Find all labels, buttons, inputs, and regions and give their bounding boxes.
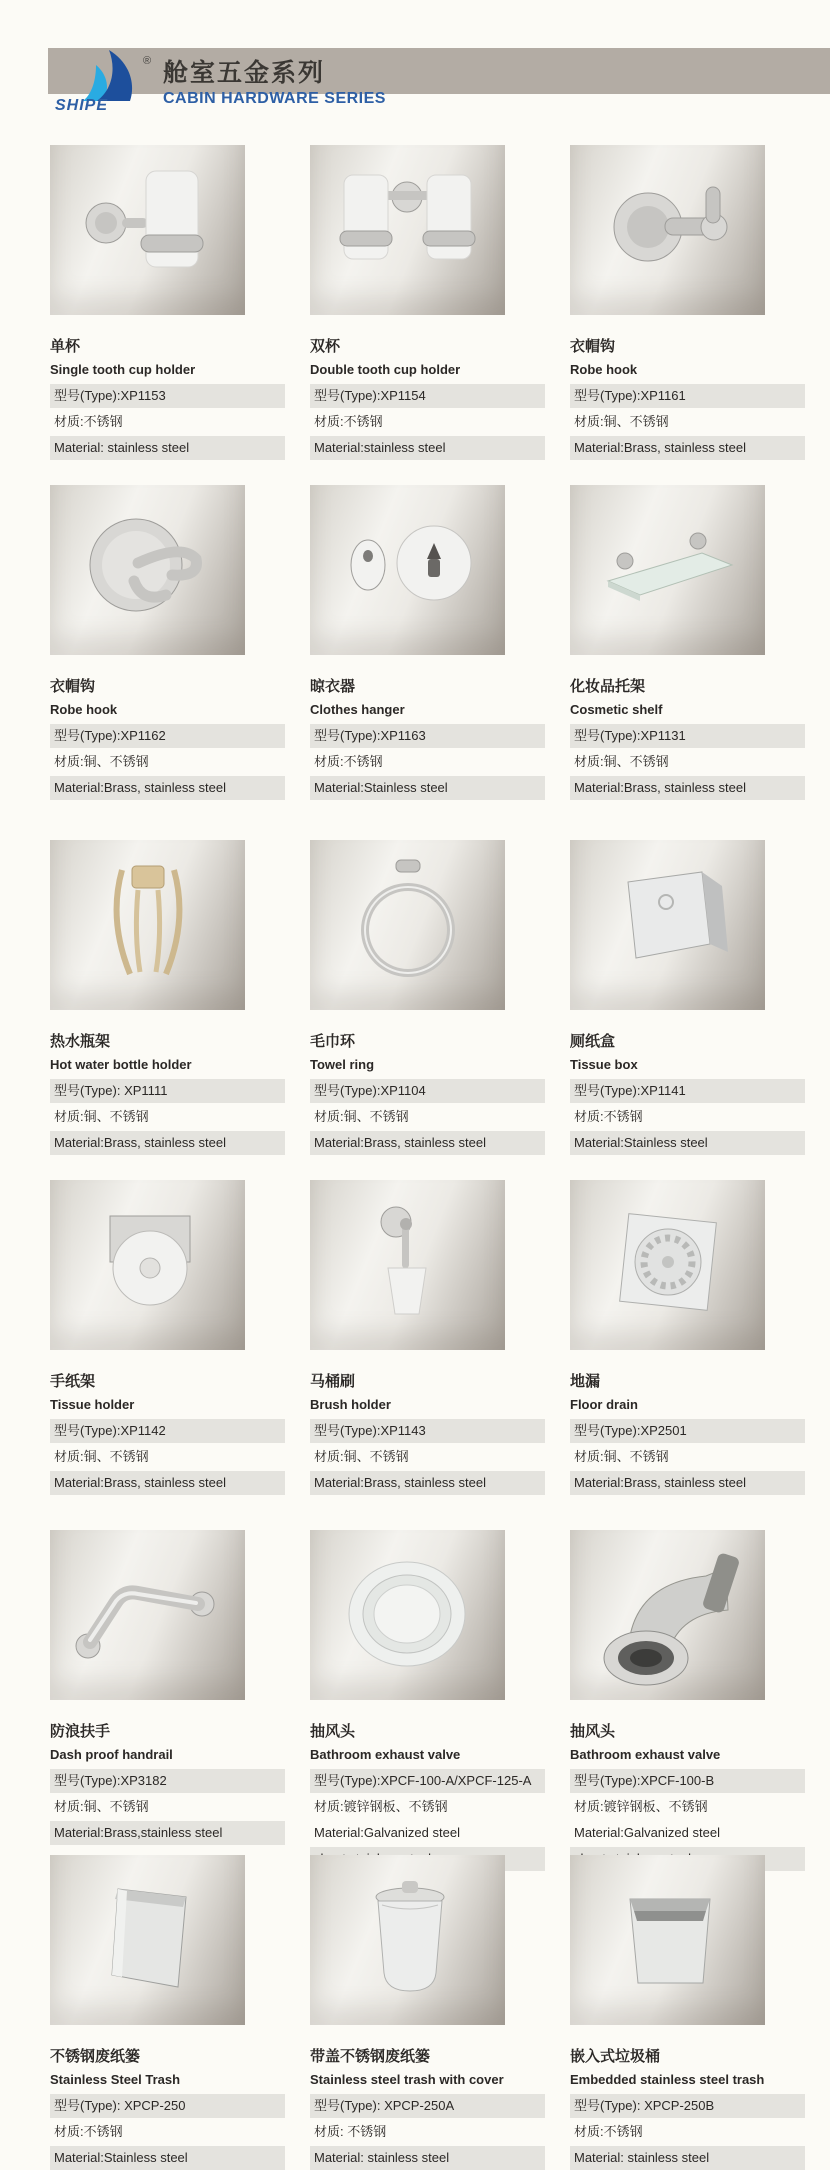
product-name-chinese: 马桶刷 <box>310 1373 356 1390</box>
product-material-chinese: 材质:铜、不锈钢 <box>54 1449 149 1465</box>
product-material-chinese: 材质:不锈钢 <box>314 414 383 430</box>
product-card-towel-ring <box>310 840 545 1180</box>
product-name-chinese: 晾衣器 <box>310 678 356 695</box>
product-material-chinese: 材质:不锈钢 <box>54 414 123 430</box>
product-material-chinese: 材质:铜、不锈钢 <box>314 1109 409 1125</box>
product-material-chinese: 材质:不锈钢 <box>574 2124 643 2140</box>
product-material-english: Material:Stainless steel <box>50 2146 285 2170</box>
product-card-toilet-brush <box>310 1180 545 1530</box>
product-type-code: 型号(Type):XPCF-100-B <box>570 1769 805 1793</box>
product-name-english: Stainless steel trash with cover <box>310 2071 504 2087</box>
product-material-english: Material:Brass, stainless steel <box>570 436 805 460</box>
trash-bin-photo <box>50 1855 245 2025</box>
product-type-code: 型号(Type):XP1154 <box>310 384 545 408</box>
product-name-english: Bathroom exhaust valve <box>570 1746 721 1762</box>
product-name-chinese: 毛巾环 <box>310 1033 356 1050</box>
product-name-chinese: 热水瓶架 <box>50 1033 111 1050</box>
product-type-code: 型号(Type):XP1131 <box>570 724 805 748</box>
bottle-holder-photo <box>50 840 245 1010</box>
product-name-english: Stainless Steel Trash <box>50 2071 181 2087</box>
product-card-glass-shelf <box>570 485 805 840</box>
product-name-english: Robe hook <box>570 361 638 377</box>
product-material-chinese: 材质:铜、不锈钢 <box>314 1449 409 1465</box>
product-type-code: 型号(Type): XPCP-250A <box>310 2094 545 2118</box>
product-material-chinese: 材质:铜、不锈钢 <box>574 1449 669 1465</box>
product-name-english: Robe hook <box>50 701 118 717</box>
product-card-exhaust-elbow <box>570 1530 805 1855</box>
product-type-code: 型号(Type):XP2501 <box>570 1419 805 1443</box>
product-type-code: 型号(Type):XP1104 <box>310 1079 545 1103</box>
product-material-chinese: 材质:不锈钢 <box>54 2124 123 2140</box>
product-name-chinese: 衣帽钩 <box>50 678 96 695</box>
product-name-english: Cosmetic shelf <box>570 701 663 717</box>
product-card-robe-hook-round <box>50 485 285 840</box>
product-material-english: Material: stainless steel <box>570 2146 805 2170</box>
robe-hook-round-photo <box>50 485 245 655</box>
product-material-chinese: 材质:不锈钢 <box>574 1109 643 1125</box>
product-name-english: Embedded stainless steel trash <box>570 2071 765 2087</box>
product-material-english: Material: stainless steel <box>50 436 285 460</box>
single-cup-photo <box>50 145 245 315</box>
product-grid <box>50 145 805 2170</box>
product-name-english: Dash proof handrail <box>50 1746 173 1762</box>
tissue-holder-photo <box>50 1180 245 1350</box>
shipe-brand-text: SHIPE <box>55 97 109 114</box>
product-material-english: Material:Galvanized steel <box>574 1825 720 1841</box>
product-name-chinese: 抽风头 <box>310 1723 356 1740</box>
trash-bin-cover-photo <box>310 1855 505 2025</box>
product-material-english: Material:Brass, stainless steel <box>570 776 805 800</box>
product-material-english: Material:Brass, stainless steel <box>50 1131 285 1155</box>
product-card-tissue-holder <box>50 1180 285 1530</box>
product-name-chinese: 地漏 <box>570 1373 601 1390</box>
product-card-robe-hook <box>570 145 805 485</box>
product-type-code: 型号(Type):XPCF-100-A/XPCF-125-A <box>310 1769 545 1793</box>
floor-drain-photo <box>570 1180 765 1350</box>
product-material-chinese: 材质:铜、不锈钢 <box>54 1109 149 1125</box>
clothes-hanger-photo <box>310 485 505 655</box>
toilet-brush-photo <box>310 1180 505 1350</box>
robe-hook-photo <box>570 145 765 315</box>
product-card-exhaust-valve <box>310 1530 545 1855</box>
shipe-logo-sails-icon <box>80 50 138 102</box>
handrail-photo <box>50 1530 245 1700</box>
product-card-tissue-box <box>570 840 805 1180</box>
product-material-chinese: 材质:铜、不锈钢 <box>54 1799 149 1815</box>
product-type-code: 型号(Type):XP1161 <box>570 384 805 408</box>
product-material-english: Material:Brass, stainless steel <box>310 1471 545 1495</box>
product-card-single-cup <box>50 145 285 485</box>
product-material-english: Material:Galvanized steel <box>314 1825 460 1841</box>
product-material-english: Material:Brass, stainless steel <box>50 776 285 800</box>
product-name-english: Towel ring <box>310 1056 375 1072</box>
product-name-chinese: 不锈钢废纸篓 <box>50 2048 141 2065</box>
product-name-chinese: 带盖不锈钢废纸篓 <box>310 2048 431 2065</box>
glass-shelf-photo <box>570 485 765 655</box>
product-name-chinese: 双杯 <box>310 338 341 355</box>
product-name-chinese: 单杯 <box>50 338 81 355</box>
product-card-handrail <box>50 1530 285 1855</box>
product-material-chinese: 材质:不锈钢 <box>314 754 383 770</box>
product-card-trash-bin-embedded <box>570 1855 805 2170</box>
product-type-code: 型号(Type):XP1153 <box>50 384 285 408</box>
trash-bin-embedded-photo <box>570 1855 765 2025</box>
product-name-english: Double tooth cup holder <box>310 361 461 377</box>
exhaust-valve-photo <box>310 1530 505 1700</box>
product-name-english: Clothes hanger <box>310 701 405 717</box>
product-type-code: 型号(Type):XP1143 <box>310 1419 545 1443</box>
product-material-english: Material:Brass, stainless steel <box>50 1471 285 1495</box>
product-name-english: Tissue box <box>570 1056 638 1072</box>
product-material-chinese: 材质:铜、不锈钢 <box>574 414 669 430</box>
product-type-code: 型号(Type):XP1142 <box>50 1419 285 1443</box>
product-material-chinese: 材质:镀锌钢板、不锈钢 <box>314 1799 448 1815</box>
product-material-chinese: 材质: 不锈钢 <box>314 2124 387 2140</box>
product-card-floor-drain <box>570 1180 805 1530</box>
product-name-english: Tissue holder <box>50 1396 135 1412</box>
product-material-chinese: 材质:镀锌钢板、不锈钢 <box>574 1799 708 1815</box>
tissue-box-photo <box>570 840 765 1010</box>
product-card-trash-bin-cover <box>310 1855 545 2170</box>
product-card-trash-bin <box>50 1855 285 2170</box>
product-name-english: Brush holder <box>310 1396 391 1412</box>
registered-trademark-icon: ® <box>143 55 152 67</box>
product-name-chinese: 防浪扶手 <box>50 1723 111 1740</box>
product-material-english: Material:Brass,stainless steel <box>50 1821 285 1845</box>
product-card-clothes-hanger <box>310 485 545 840</box>
product-material-chinese: 材质:铜、不锈钢 <box>574 754 669 770</box>
product-name-english: Hot water bottle holder <box>50 1056 192 1072</box>
product-type-code: 型号(Type): XPCP-250B <box>570 2094 805 2118</box>
product-material-english: Material:Stainless steel <box>570 1131 805 1155</box>
product-name-english: Floor drain <box>570 1396 638 1412</box>
product-name-chinese: 厕纸盒 <box>570 1033 616 1050</box>
product-material-english: Material: stainless steel <box>310 2146 545 2170</box>
product-name-english: Single tooth cup holder <box>50 361 196 377</box>
page-title-english: CABIN HARDWARE SERIES <box>163 90 386 107</box>
product-type-code: 型号(Type): XPCP-250 <box>50 2094 285 2118</box>
product-material-english: Material:Stainless steel <box>310 776 545 800</box>
product-name-chinese: 手纸架 <box>50 1373 96 1390</box>
product-type-code: 型号(Type):XP1162 <box>50 724 285 748</box>
product-name-chinese: 抽风头 <box>570 1723 616 1740</box>
product-type-code: 型号(Type):XP1141 <box>570 1079 805 1103</box>
product-name-chinese: 化妆品托架 <box>570 678 646 695</box>
page-title-chinese: 舱室五金系列 <box>163 59 326 87</box>
product-name-english: Bathroom exhaust valve <box>310 1746 461 1762</box>
product-material-english: Material:Brass, stainless steel <box>310 1131 545 1155</box>
product-material-english: Material:Brass, stainless steel <box>570 1471 805 1495</box>
product-card-double-cup <box>310 145 545 485</box>
product-type-code: 型号(Type):XP1163 <box>310 724 545 748</box>
exhaust-elbow-photo <box>570 1530 765 1700</box>
double-cup-photo <box>310 145 505 315</box>
product-type-code: 型号(Type):XP3182 <box>50 1769 285 1793</box>
product-type-code: 型号(Type): XP1111 <box>50 1079 285 1103</box>
towel-ring-photo <box>310 840 505 1010</box>
product-card-bottle-holder <box>50 840 285 1180</box>
product-name-chinese: 衣帽钩 <box>570 338 616 355</box>
product-material-chinese: 材质:铜、不锈钢 <box>54 754 149 770</box>
product-material-english: Material:stainless steel <box>310 436 545 460</box>
product-name-chinese: 嵌入式垃圾桶 <box>570 2048 661 2065</box>
